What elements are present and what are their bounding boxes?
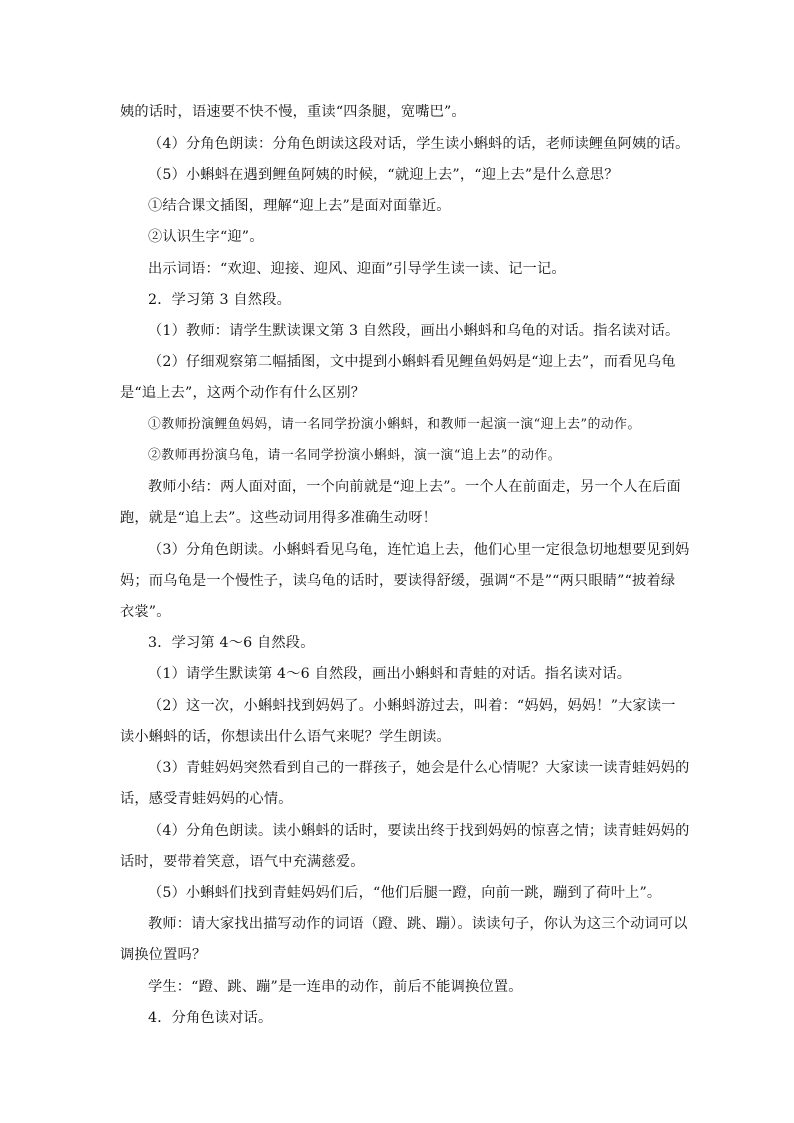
section-heading: 2．学习第 3 自然段。 [148,292,291,308]
text-line: 话时，要带着笑意，语气中充满慈爱。 [120,854,365,870]
text-line: 教师小结：两人面对面，一个向前就是“迎上去”。一个人在前面走，另一个人在后面 [148,479,681,495]
text-line: ②认识生字“迎”。 [148,229,264,245]
text-line: 教师：请大家找出描写动作的词语（蹬、跳、蹦）。读读句子，你认为这三个动词可以 [148,916,688,932]
section-heading: 4．分角色读对话。 [148,1010,273,1026]
text-line: （3）分角色朗读。小蝌蚪看见乌龟，连忙追上去，他们心里一定很急切地想要见到妈 [148,542,690,558]
text-line: 姨的话时，语速要不快不慢，重读“四条腿，宽嘴巴”。 [120,104,466,120]
text-line: （5）小蝌蚪们找到青蛙妈妈们后，“他们后腿一蹬，向前一跳，蹦到了荷叶上”。 [148,885,662,901]
text-line: 话，感受青蛙妈妈的心情。 [120,791,293,807]
text-line: 读小蝌蚪的话，你想读出什么语气来呢？学生朗读。 [120,729,451,745]
text-line: （4）分角色朗读。读小蝌蚪的话时，要读出终于找到妈妈的惊喜之情；读青蛙妈妈的 [148,823,690,839]
text-line: （2）这一次，小蝌蚪找到妈妈了。小蝌蚪游过去，叫着：“妈妈，妈妈！”大家读一 [148,698,676,714]
text-line: （2）仔细观察第二幅插图，文中提到小蝌蚪看见鲤鱼妈妈是“迎上去”，而看见乌龟 [148,354,676,370]
section-heading: 3．学习第 4～6 自然段。 [148,635,315,651]
text-line: （3）青蛙妈妈突然看到自己的一群孩子，她会是什么心情呢？大家读一读青蛙妈妈的 [148,760,690,776]
text-line: ①结合课文插图，理解“迎上去”是面对面靠近。 [148,198,451,214]
text-line: 跑，就是“追上去”。这些动词用得多准确生动呀！ [120,510,438,526]
text-line: 妈；而乌龟是一个慢性子，读乌龟的话时，要读得舒缓，强调“不是”“两只眼睛”“披着绿 [120,573,676,589]
text-line: 是“追上去”，这两个动作有什么区别？ [120,385,366,401]
text-line: （1）教师：请学生默读课文第 3 自然段，画出小蝌蚪和乌龟的对话。指名读对话。 [148,323,680,339]
text-line: 调换位置吗？ [120,947,207,963]
text-line: （4）分角色朗读：分角色朗读这段对话，学生读小蝌蚪的话，老师读鲤鱼阿姨的话。 [148,136,690,152]
text-line: ①教师扮演鲤鱼妈妈，请一名同学扮演小蝌蚪，和教师一起演一演“迎上去”的动作。 [148,417,641,432]
text-line: （1）请学生默读第 4～6 自然段，画出小蝌蚪和青蛙的对话。指名读对话。 [148,666,632,682]
text-line: 衣裳”。 [120,604,171,620]
text-line: ②教师再扮演乌龟，请一名同学扮演小蝌蚪，演一演“追上去”的动作。 [148,448,561,463]
text-line: 出示词语：“欢迎、迎接、迎风、迎面”引导学生读一读、记一记。 [148,261,566,277]
text-line: （5）小蝌蚪在遇到鲤鱼阿姨的时候，“就迎上去”，“迎上去”是什么意思？ [148,167,619,183]
text-line: 学生：“蹬、跳、蹦”是一连串的动作，前后不能调换位置。 [148,979,523,995]
